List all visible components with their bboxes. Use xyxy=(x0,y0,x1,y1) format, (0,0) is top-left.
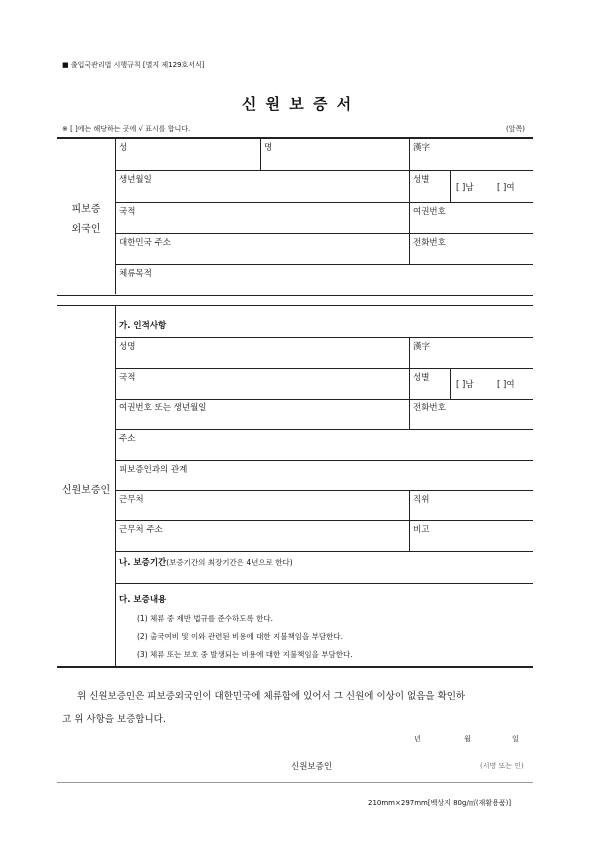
foreigner-section-label xyxy=(57,200,115,240)
checkbox-note: ※ [ ]에는 해당하는 곳에 √ 표시를 합니다. xyxy=(62,125,191,133)
table-top-border xyxy=(57,137,533,139)
date-year-label: 년 xyxy=(414,735,421,743)
divider xyxy=(450,368,451,399)
divider xyxy=(450,170,451,202)
guarantee-content-header: 다. 보증내용 xyxy=(119,595,167,605)
hanja-label: 漢字 xyxy=(413,143,431,153)
divider xyxy=(115,337,533,338)
work-address-label: 근무처 주소 xyxy=(119,525,163,535)
footer-divider xyxy=(57,782,533,783)
guarantor-passport-birth-label: 여권번호 또는 생년월일 xyxy=(119,403,207,413)
position-label: 직위 xyxy=(413,495,430,505)
phone-label: 전화번호 xyxy=(413,238,446,248)
personal-info-header: 가. 인적사항 xyxy=(119,321,167,331)
divider xyxy=(115,138,116,294)
guarantor-address-label: 주소 xyxy=(119,434,136,444)
declaration-line-1: 위 신원보증인은 피보증외국인이 대한민국에 체류함에 있어서 그 신원에 이상이 없음을 확인하 xyxy=(77,691,466,702)
korea-address-label: 대한민국 주소 xyxy=(119,238,171,248)
signature-placeholder[interactable]: (서명 또는 인) xyxy=(480,762,524,770)
divider xyxy=(115,368,533,369)
foreigner-label-line1: 피보증 xyxy=(71,204,101,215)
date-month-label: 월 xyxy=(464,735,471,743)
declaration-line-2: 고 위 사항을 보증합니다. xyxy=(62,714,166,725)
divider xyxy=(115,551,533,552)
purpose-label: 체류목적 xyxy=(119,269,152,279)
foreigner-label-line2: 외국인 xyxy=(71,224,101,235)
divider xyxy=(260,138,261,170)
male-checkbox[interactable]: [ ]남 xyxy=(456,183,474,193)
guarantee-content-item-1: (1) 체류 중 제반 법규를 준수하도록 한다. xyxy=(137,614,273,623)
passport-label: 여권번호 xyxy=(413,207,446,217)
female-checkbox[interactable]: [ ]여 xyxy=(497,183,515,193)
divider xyxy=(115,520,533,521)
guarantor-hanja-label: 漢字 xyxy=(413,342,431,352)
sex-label: 성별 xyxy=(413,175,430,185)
section-divider xyxy=(57,295,533,296)
divider xyxy=(115,429,533,430)
given-name-label: 명 xyxy=(264,143,273,153)
divider xyxy=(115,264,533,265)
guarantor-phone-label: 전화번호 xyxy=(413,403,446,413)
guarantee-period-header: 나. 보증기간 xyxy=(119,558,167,568)
section-divider xyxy=(57,305,533,306)
guarantor-nationality-label: 국적 xyxy=(119,373,136,383)
workplace-label: 근무처 xyxy=(119,495,144,505)
guarantee-period-row xyxy=(119,556,293,568)
date-day-label: 일 xyxy=(512,735,519,743)
guarantee-content-item-3: (3) 체류 또는 보호 중 발생되는 비용에 대한 지불책임을 부담한다. xyxy=(137,650,353,659)
guarantor-name-label: 성명 xyxy=(119,342,136,352)
nationality-label: 국적 xyxy=(119,207,136,217)
divider xyxy=(409,399,410,429)
regulation-reference: ■ 출입국관리법 시행규칙 [별지 제129호서식] xyxy=(62,61,205,69)
guarantee-content-item-2: (2) 출국여비 및 이와 관련된 비용에 대한 지불책임을 부담한다. xyxy=(137,632,343,641)
guarantor-male-checkbox[interactable]: [ ]남 xyxy=(456,380,474,390)
surname-label: 성 xyxy=(119,143,128,153)
divider xyxy=(115,399,533,400)
table-bottom-border xyxy=(57,666,533,668)
divider xyxy=(115,306,116,666)
divider xyxy=(115,583,533,584)
guarantor-sex-label: 성별 xyxy=(413,373,430,383)
guarantee-period-note: (보증기간의 최장기간은 4년으로 한다) xyxy=(166,558,293,567)
divider xyxy=(115,202,533,203)
divider xyxy=(409,138,410,264)
guarantor-section-label: 신원보증인 xyxy=(61,485,111,496)
signer-label: 신원보증인 xyxy=(291,762,333,772)
form-title: 신 원 보 증 서 xyxy=(241,95,354,113)
remarks-label: 비고 xyxy=(413,525,430,535)
page-side-label: (앞쪽) xyxy=(506,125,525,133)
divider xyxy=(115,233,533,234)
divider xyxy=(115,460,533,461)
divider xyxy=(115,170,533,171)
birth-label: 생년월일 xyxy=(119,175,152,185)
paper-spec: 210mm×297mm[백상지 80g/㎡(재활용품)] xyxy=(368,799,512,807)
divider xyxy=(115,490,533,491)
relationship-label: 피보증인과의 관계 xyxy=(119,465,188,475)
guarantor-female-checkbox[interactable]: [ ]여 xyxy=(497,380,515,390)
